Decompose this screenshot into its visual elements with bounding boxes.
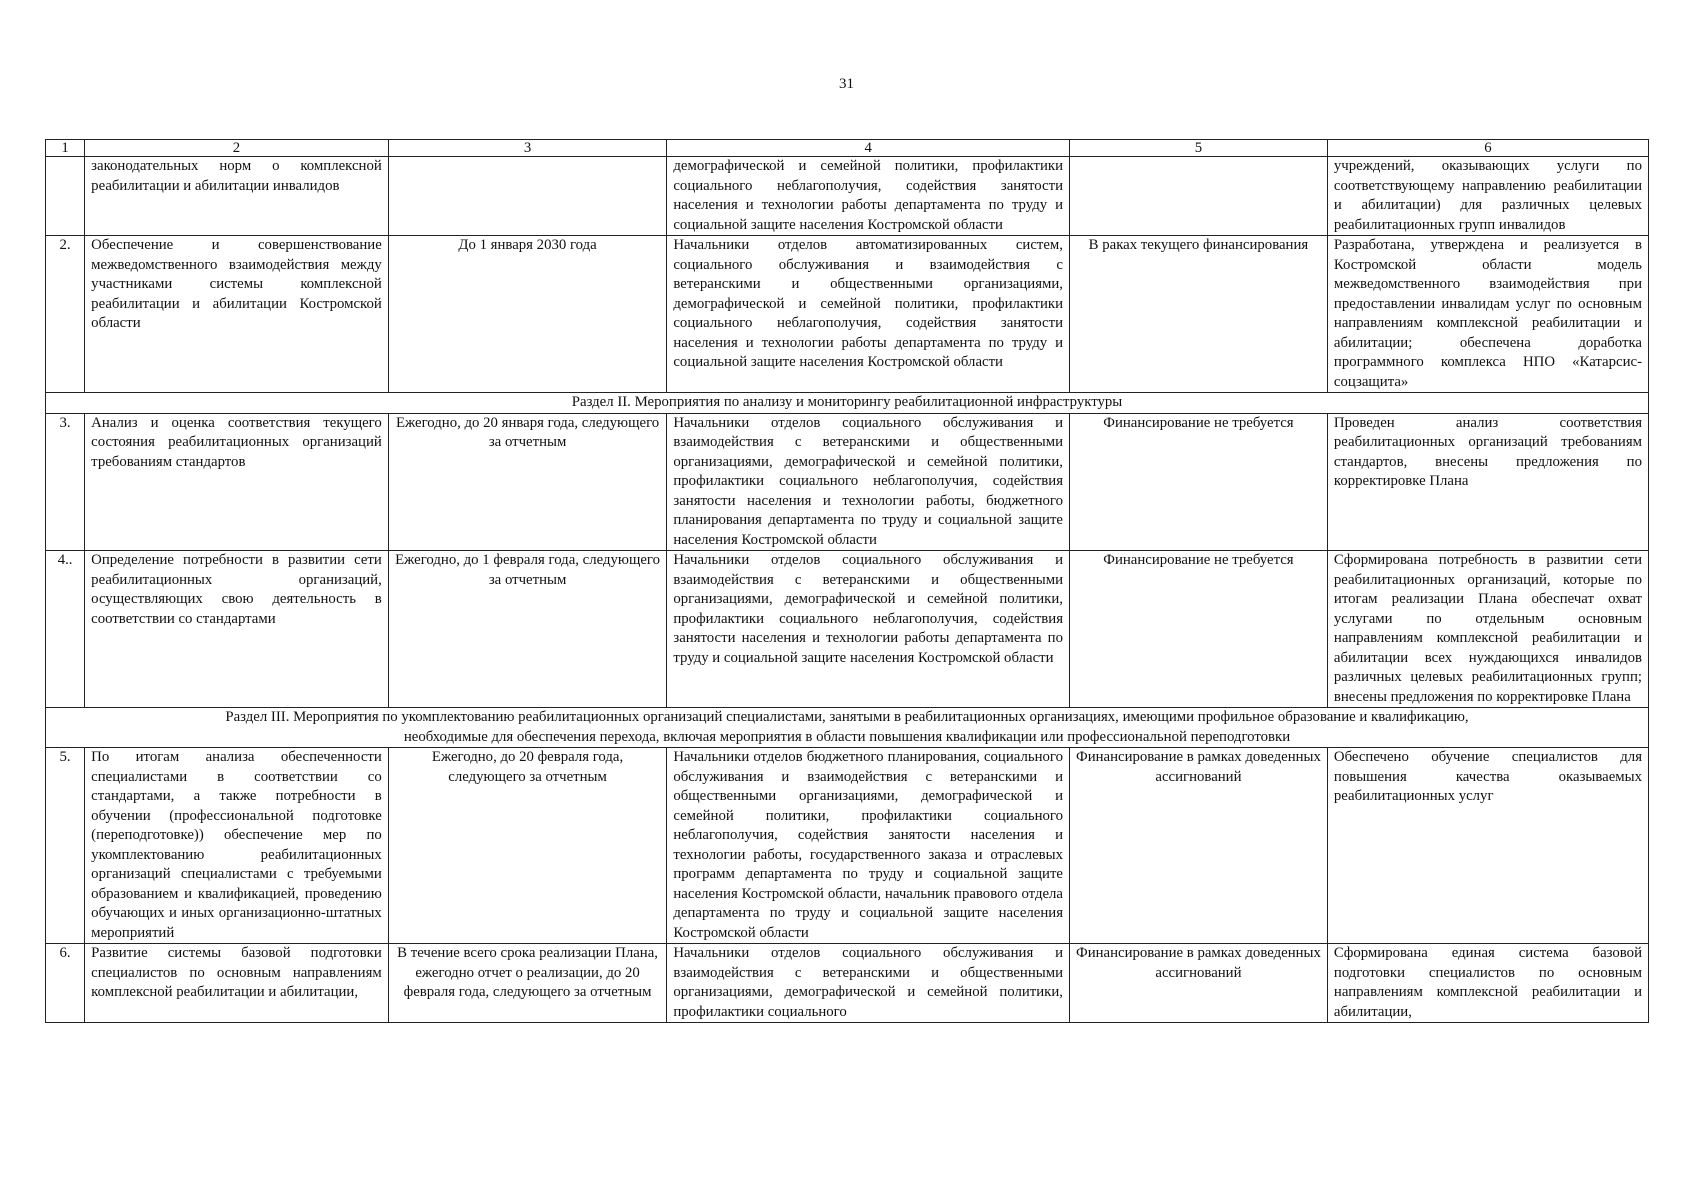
column-number: 5 [1070, 140, 1328, 157]
responsible-cell: Начальники отделов социального обслуживания и взаимодействия с ветеранскими и общественными организациями, демографической и семейной политики, профилактики социального [667, 944, 1070, 1023]
deadline-cell: Ежегодно, до 20 февраля года, следующего за отчетным [388, 748, 667, 944]
deadline-cell: Ежегодно, до 20 января года, следующего за отчетным [388, 413, 667, 551]
section-2-title: Раздел II. Мероприятия по анализу и мониторингу реабилитационной инфраструктуры [46, 393, 1649, 414]
section-3-title [46, 708, 1649, 748]
financing-cell: Финансирование в рамках доведенных ассигнований [1070, 748, 1328, 944]
deadline-cell: В течение всего срока реализации Плана, ежегодно отчет о реализации, до 20 февраля года, следующего за отчетным [388, 944, 667, 1023]
activity-cell: Определение потребности в развитии сети реабилитационных организаций, осуществляющих свою деятельность в соответствии со стандартами [85, 551, 389, 708]
deadline-cell: До 1 января 2030 года [388, 236, 667, 393]
result-cell: учреждений, оказывающих услуги по соответствующему направлению реабилитации и абилитации) для различных целевых реабилитационных групп инвалидов [1327, 157, 1648, 236]
financing-cell: Финансирование в рамках доведенных ассигнований [1070, 944, 1328, 1023]
row-number-cell: 5. [46, 748, 85, 944]
result-cell: Сформирована потребность в развитии сети реабилитационных организаций, которые по итогам реализации Плана обеспечат охват услугами по отдельным основным направлениям комплексной реабилитации и абилитации всех нуждающихся инвалидов различных целевых реабилитационных групп; внесены предложения по корректировке Плана [1327, 551, 1648, 708]
responsible-cell: Начальники отделов социального обслуживания и взаимодействия с ветеранскими и общественными организациями, демографической и семейной политики, профилактики социального неблагополучия, содействия занятости населения и технологии работы, бюджетного планирования департамента по труду и социальной защите населения Костромской области [667, 413, 1070, 551]
row-number-cell: 4.. [46, 551, 85, 708]
activity-cell: Обеспечение и совершенствование межведомственного взаимодействия между участниками системы комплексной реабилитации и абилитации Костромской области [85, 236, 389, 393]
action-plan-table [45, 139, 1649, 1023]
result-cell: Сформирована единая система базовой подготовки специалистов по основным направлениям комплексной реабилитации и абилитации, [1327, 944, 1648, 1023]
table-row [46, 748, 1649, 944]
column-number: 4 [667, 140, 1070, 157]
responsible-cell: Начальники отделов социального обслуживания и взаимодействия с ветеранскими и общественными организациями, демографической и семейной политики, профилактики социального неблагополучия, содействия занятости населения и технологии работы департамента по труду и социальной защите населения Костромской области [667, 551, 1070, 708]
section-header-row [46, 393, 1649, 414]
section-3-title-line: необходимые для обеспечения перехода, включая мероприятия в области повышения квалификации или профессиональной переподготовки [403, 728, 1291, 745]
activity-cell: Анализ и оценка соответствия текущего состояния реабилитационных организаций требованиям стандартов [85, 413, 389, 551]
column-number: 3 [388, 140, 667, 157]
column-number: 6 [1327, 140, 1648, 157]
row-number-cell: 3. [46, 413, 85, 551]
responsible-cell: Начальники отделов автоматизированных систем, социального обслуживания и взаимодействия с ветеранскими и общественными организациями, демографической и семейной политики, профилактики социального неблагополучия, содействия занятости населения и технологии работы департамента по труду и социальной защите населения Костромской области [667, 236, 1070, 393]
deadline-cell [388, 157, 667, 236]
responsible-cell: Начальники отделов бюджетного планирования, социального обслуживания и взаимодействия с ветеранскими и общественными организациями, демографической и семейной политики, профилактики социального неблагополучия, содействия занятости населения и технологии работы, государственного заказа и отраслевых программ департамента по труду и социальной защите населения Костромской области, начальник правового отдела департамента по труду и социальной защите населения Костромской области [667, 748, 1070, 944]
activity-cell: Развитие системы базовой подготовки специалистов по основным направлениям комплексной реабилитации и абилитации, [85, 944, 389, 1023]
row-number-cell: 6. [46, 944, 85, 1023]
row-number-cell: 2. [46, 236, 85, 393]
page-number: 31 [839, 76, 854, 92]
responsible-cell: демографической и семейной политики, профилактики социального неблагополучия, содействия занятости населения и технологии работы департамента по труду и социальной защите населения Костромской области [667, 157, 1070, 236]
financing-cell: Финансирование не требуется [1070, 413, 1328, 551]
section-3-title-line: Раздел III. Мероприятия по укомплектованию реабилитационных организаций специалистами, занятыми в реабилитационных организациях, имеющими профильное образование и квалификацию, [225, 709, 1469, 725]
table-row [46, 413, 1649, 551]
deadline-cell: Ежегодно, до 1 февраля года, следующего за отчетным [388, 551, 667, 708]
column-number-row [46, 140, 1649, 157]
financing-cell [1070, 157, 1328, 236]
column-number: 2 [85, 140, 389, 157]
table-row [46, 236, 1649, 393]
table-row [46, 944, 1649, 1023]
activity-cell: законодательных норм о комплексной реабилитации и абилитации инвалидов [85, 157, 389, 236]
financing-cell: Финансирование не требуется [1070, 551, 1328, 708]
result-cell: Обеспечено обучение специалистов для повышения качества оказываемых реабилитационных услуг [1327, 748, 1648, 944]
section-header-row [46, 708, 1649, 748]
activity-cell: По итогам анализа обеспеченности специалистами в соответствии со стандартами, а также потребности в обучении (профессиональной подготовке (переподготовке)) обеспечение мер по укомплектованию реабилитационных организаций специалистами с требуемыми образованием и квалификацией, проведению обучающих и иных организационно-штатных мероприятий [85, 748, 389, 944]
table-row [46, 551, 1649, 708]
financing-cell: В раках текущего финансирования [1070, 236, 1328, 393]
result-cell: Проведен анализ соответствия реабилитационных организаций требованиям стандартов, внесены предложения по корректировке Плана [1327, 413, 1648, 551]
column-number: 1 [46, 140, 85, 157]
result-cell: Разработана, утверждена и реализуется в Костромской области модель межведомственного взаимодействия при предоставлении инвалидам услуг по основным направлениям комплексной реабилитации и абилитации; обеспечена доработка программного комплекса НПО «Катарсис-соцзащита» [1327, 236, 1648, 393]
row-number-cell [46, 157, 85, 236]
table-row-continuation [46, 157, 1649, 236]
